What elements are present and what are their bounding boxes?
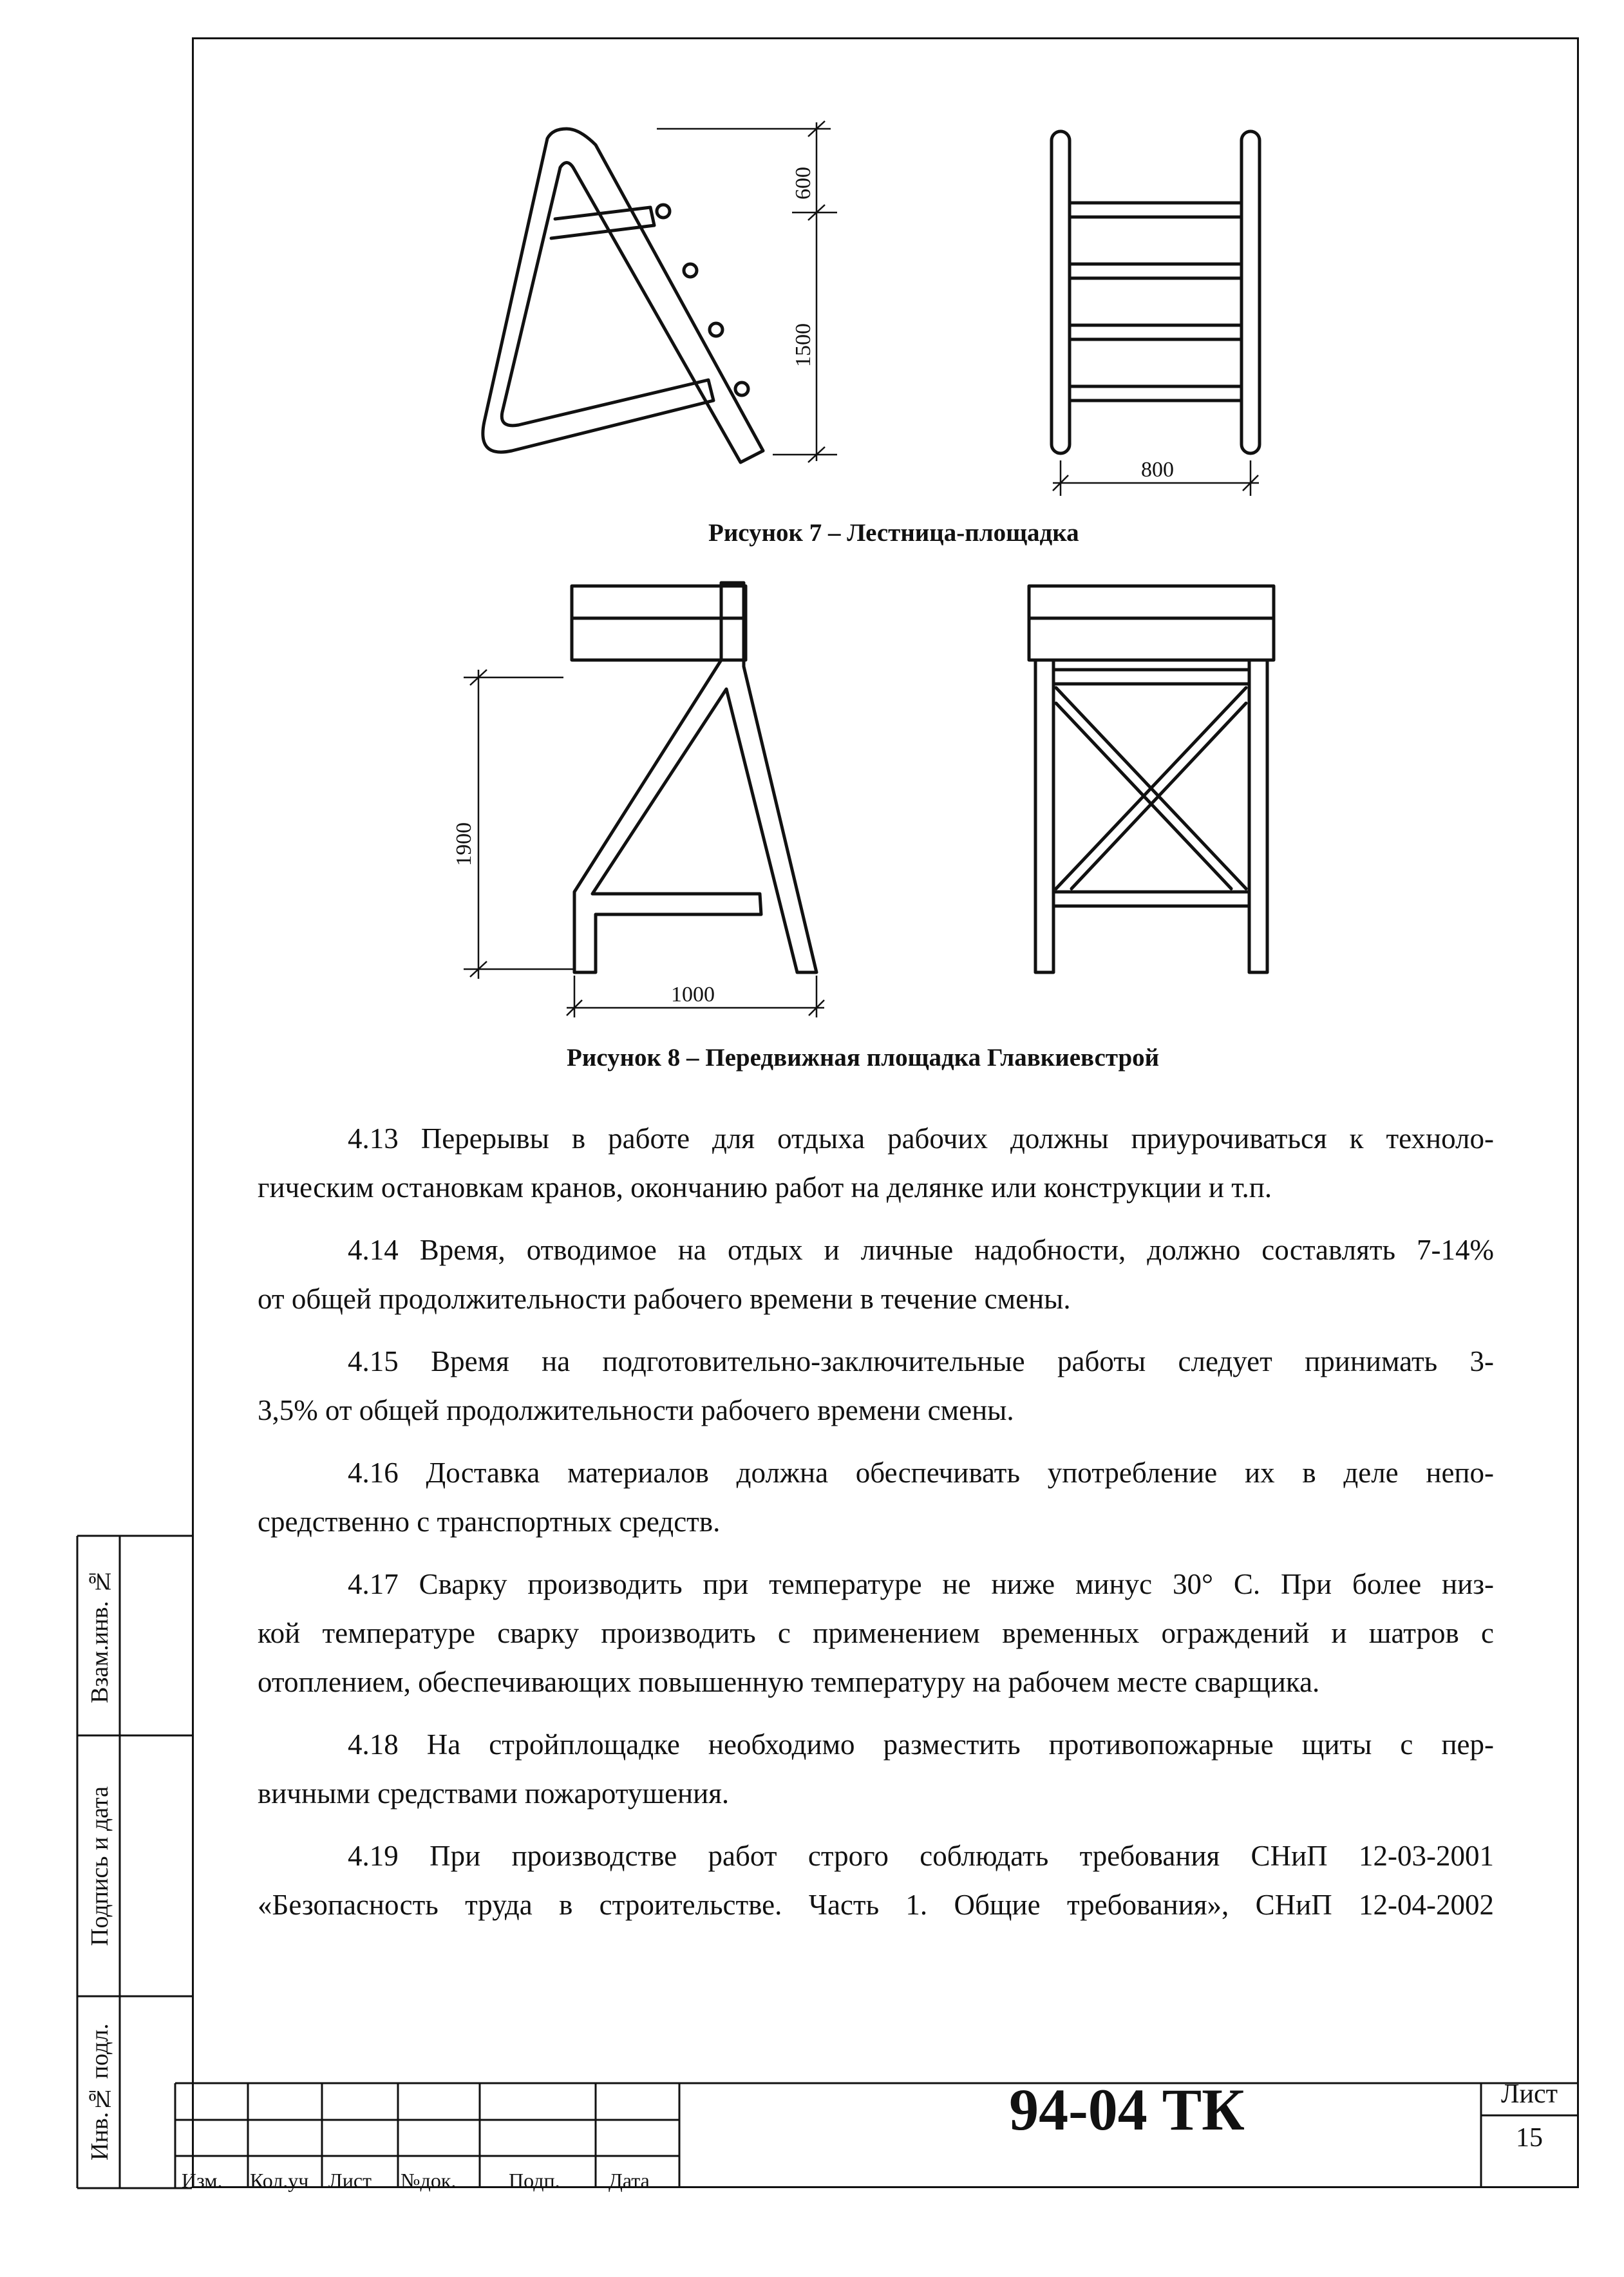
paragraph-4-13: 4.13 Перерывы в работе для отдыха рабочих должны приурочиваться к техноло-	[348, 1122, 1494, 1155]
paragraph-4-16: 4.16 Доставка материалов должна обеспечивать употребление их в деле непо-	[348, 1457, 1494, 1489]
paragraph-4-16-cont: средственно с транспортных средств.	[258, 1506, 721, 1538]
title-header-data: Дата	[609, 2169, 650, 2192]
paragraph-4-14: 4.14 Время, отводимое на отдых и личные надобности, должно составлять 7-14%	[348, 1234, 1494, 1266]
figure7-front-view	[1052, 131, 1260, 453]
paragraph-4-19-cont: «Безопасность труда в строительстве. Часть 1. Общие требования», СНиП 12-04-2002	[258, 1889, 1494, 1921]
dim-800: 800	[1141, 458, 1174, 482]
dim-600: 600	[791, 167, 815, 200]
paragraph-4-13-cont: гическим остановкам кранов, окончанию работ на делянке или конструкции и т.п.	[258, 1171, 1272, 1204]
document-code: 94-04 ТК	[1009, 2077, 1245, 2142]
paragraph-4-17: 4.17 Сварку производить при температуре не ниже минус 30° С. При более низ-	[348, 1568, 1494, 1600]
dim-1000: 1000	[671, 983, 715, 1006]
paragraph-4-18: 4.18 На стройплощадке необходимо разместить противопожарные щиты с пер-	[348, 1728, 1494, 1761]
title-header-list: Лист	[328, 2169, 372, 2192]
figure7-side-view	[483, 129, 763, 462]
title-header-podp: Подп.	[509, 2169, 560, 2192]
side-stamp-inv: Инв.№ подл.	[86, 2023, 113, 2161]
paragraph-4-18-cont: вичными средствами пожаротушения.	[258, 1777, 730, 1809]
sheet-number: 15	[1516, 2123, 1543, 2153]
title-header-ndok: №док.	[401, 2169, 457, 2192]
figure8-side-view	[572, 583, 817, 972]
paragraph-4-14-cont: от общей продолжительности рабочего времени в течение смены.	[258, 1283, 1071, 1315]
paragraph-4-17-cont2: отоплением, обеспечивающих повышенную температуру на рабочем месте сварщика.	[258, 1666, 1320, 1698]
side-stamp-podpis: Подпись и дата	[86, 1786, 113, 1946]
figure8-caption: Рисунок 8 – Передвижная площадка Главкиевстрой	[567, 1044, 1160, 1072]
side-stamp-vzam: Взам.инв. №	[86, 1567, 113, 1704]
sheet-label: Лист	[1501, 2079, 1558, 2109]
paragraph-4-15: 4.15 Время на подготовительно-заключительные работы следует принимать 3-	[348, 1345, 1494, 1377]
paragraph-4-15-cont: 3,5% от общей продолжительности рабочего времени смены.	[258, 1394, 1014, 1426]
dim-1500: 1500	[791, 323, 815, 367]
title-header-kolvo: Кол.уч	[250, 2169, 309, 2192]
title-header-izm: Изм.	[182, 2169, 223, 2192]
figure8-front-view	[1029, 586, 1274, 972]
dim-1900: 1900	[452, 822, 476, 866]
figure7-caption: Рисунок 7 – Лестница-площадка	[708, 519, 1079, 547]
paragraph-4-17-cont1: кой температуре сварку производить с применением временных ограждений и шатров с	[258, 1617, 1494, 1649]
paragraph-4-19: 4.19 При производстве работ строго соблюдать требования СНиП 12-03-2001	[348, 1840, 1494, 1872]
